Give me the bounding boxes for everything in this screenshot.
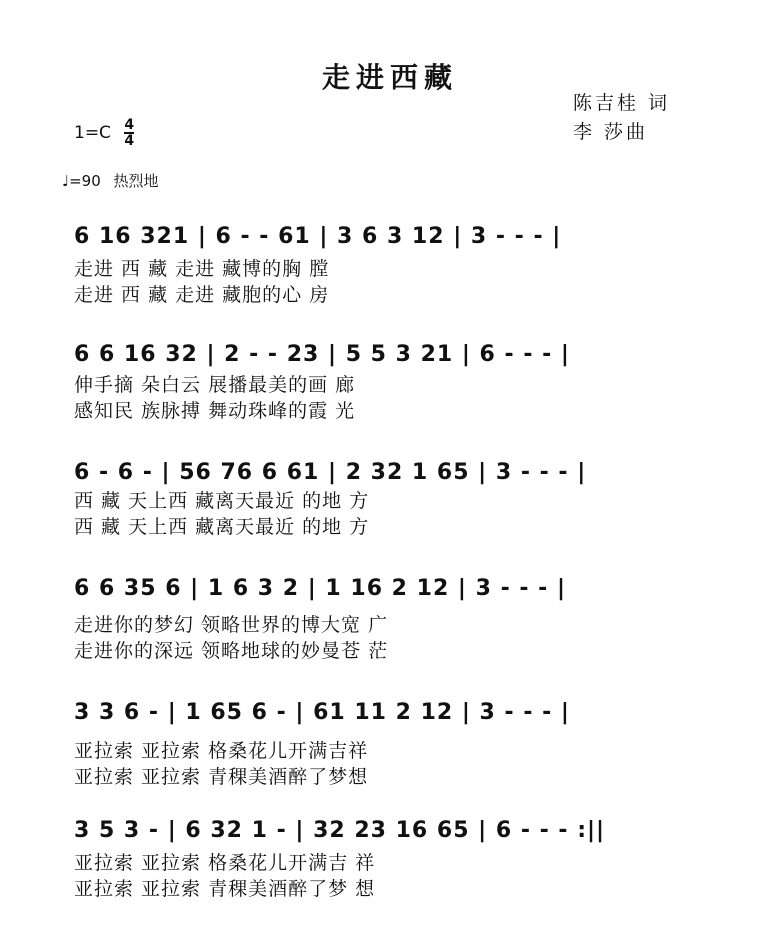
tempo-expression: 热烈地 xyxy=(113,172,159,190)
tempo-marking xyxy=(62,170,159,191)
lyric-line-6b: 亚拉索 亚拉索 青稞美酒醉了梦 想 xyxy=(74,878,376,900)
notation-line-2: 6 6 16 32 | 2 - - 23 | 5 5 3 21 | 6 - - - | xyxy=(74,342,570,367)
notation-line-4: 6 6 35 6 | 1 6 3 2 | 1 16 2 12 | 3 - - - | xyxy=(74,576,566,601)
time-signature xyxy=(124,118,134,148)
notation-line-3: 6 - 6 - | 56 76 6 61 | 2 32 1 65 | 3 - - - | xyxy=(74,460,587,485)
lyric-line-4a: 走进你的梦幻 领略世界的博大宽 广 xyxy=(74,614,389,636)
composer-credit: 李 莎曲 xyxy=(573,121,649,143)
notation-line-1: 6 16 321 | 6 - - 61 | 3 6 3 12 | 3 - - - | xyxy=(74,224,562,249)
song-title: 走进西藏 xyxy=(321,61,458,94)
lyric-line-3b: 西 藏 天上西 藏离天最近 的地 方 xyxy=(74,516,370,538)
lyric-line-2a: 伸手摘 朵白云 展播最美的画 廊 xyxy=(74,374,356,396)
lyric-line-1a: 走进 西 藏 走进 藏博的胸 膛 xyxy=(74,258,330,280)
lyric-line-4b: 走进你的深远 领略地球的妙曼苍 茫 xyxy=(74,640,389,662)
lyric-line-6a: 亚拉索 亚拉索 格桑花儿开满吉 祥 xyxy=(74,852,376,874)
lyric-line-2b: 感知民 族脉搏 舞动珠峰的霞 光 xyxy=(74,400,356,422)
lyric-line-5a: 亚拉索 亚拉索 格桑花儿开满吉祥 xyxy=(74,740,369,762)
time-signature-top: 4 xyxy=(124,117,135,133)
lyric-line-1b: 走进 西 藏 走进 藏胞的心 房 xyxy=(74,284,330,306)
notation-line-6: 3 5 3 - | 6 32 1 - | 32 23 16 65 | 6 - - - :|| xyxy=(74,818,606,843)
lyric-line-3a: 西 藏 天上西 藏离天最近 的地 方 xyxy=(74,490,370,512)
notation-line-5: 3 3 6 - | 1 65 6 - | 61 11 2 12 | 3 - - - | xyxy=(74,700,570,725)
lyric-line-5b: 亚拉索 亚拉索 青稞美酒醉了梦想 xyxy=(74,766,369,788)
key-signature xyxy=(74,118,134,148)
key-label: 1=C xyxy=(74,123,111,143)
lyricist-credit: 陈吉桂 词 xyxy=(573,92,671,114)
tempo-bpm: =90 xyxy=(69,172,101,190)
time-signature-bottom: 4 xyxy=(124,133,135,149)
quarter-note-icon: ♩ xyxy=(62,172,70,190)
